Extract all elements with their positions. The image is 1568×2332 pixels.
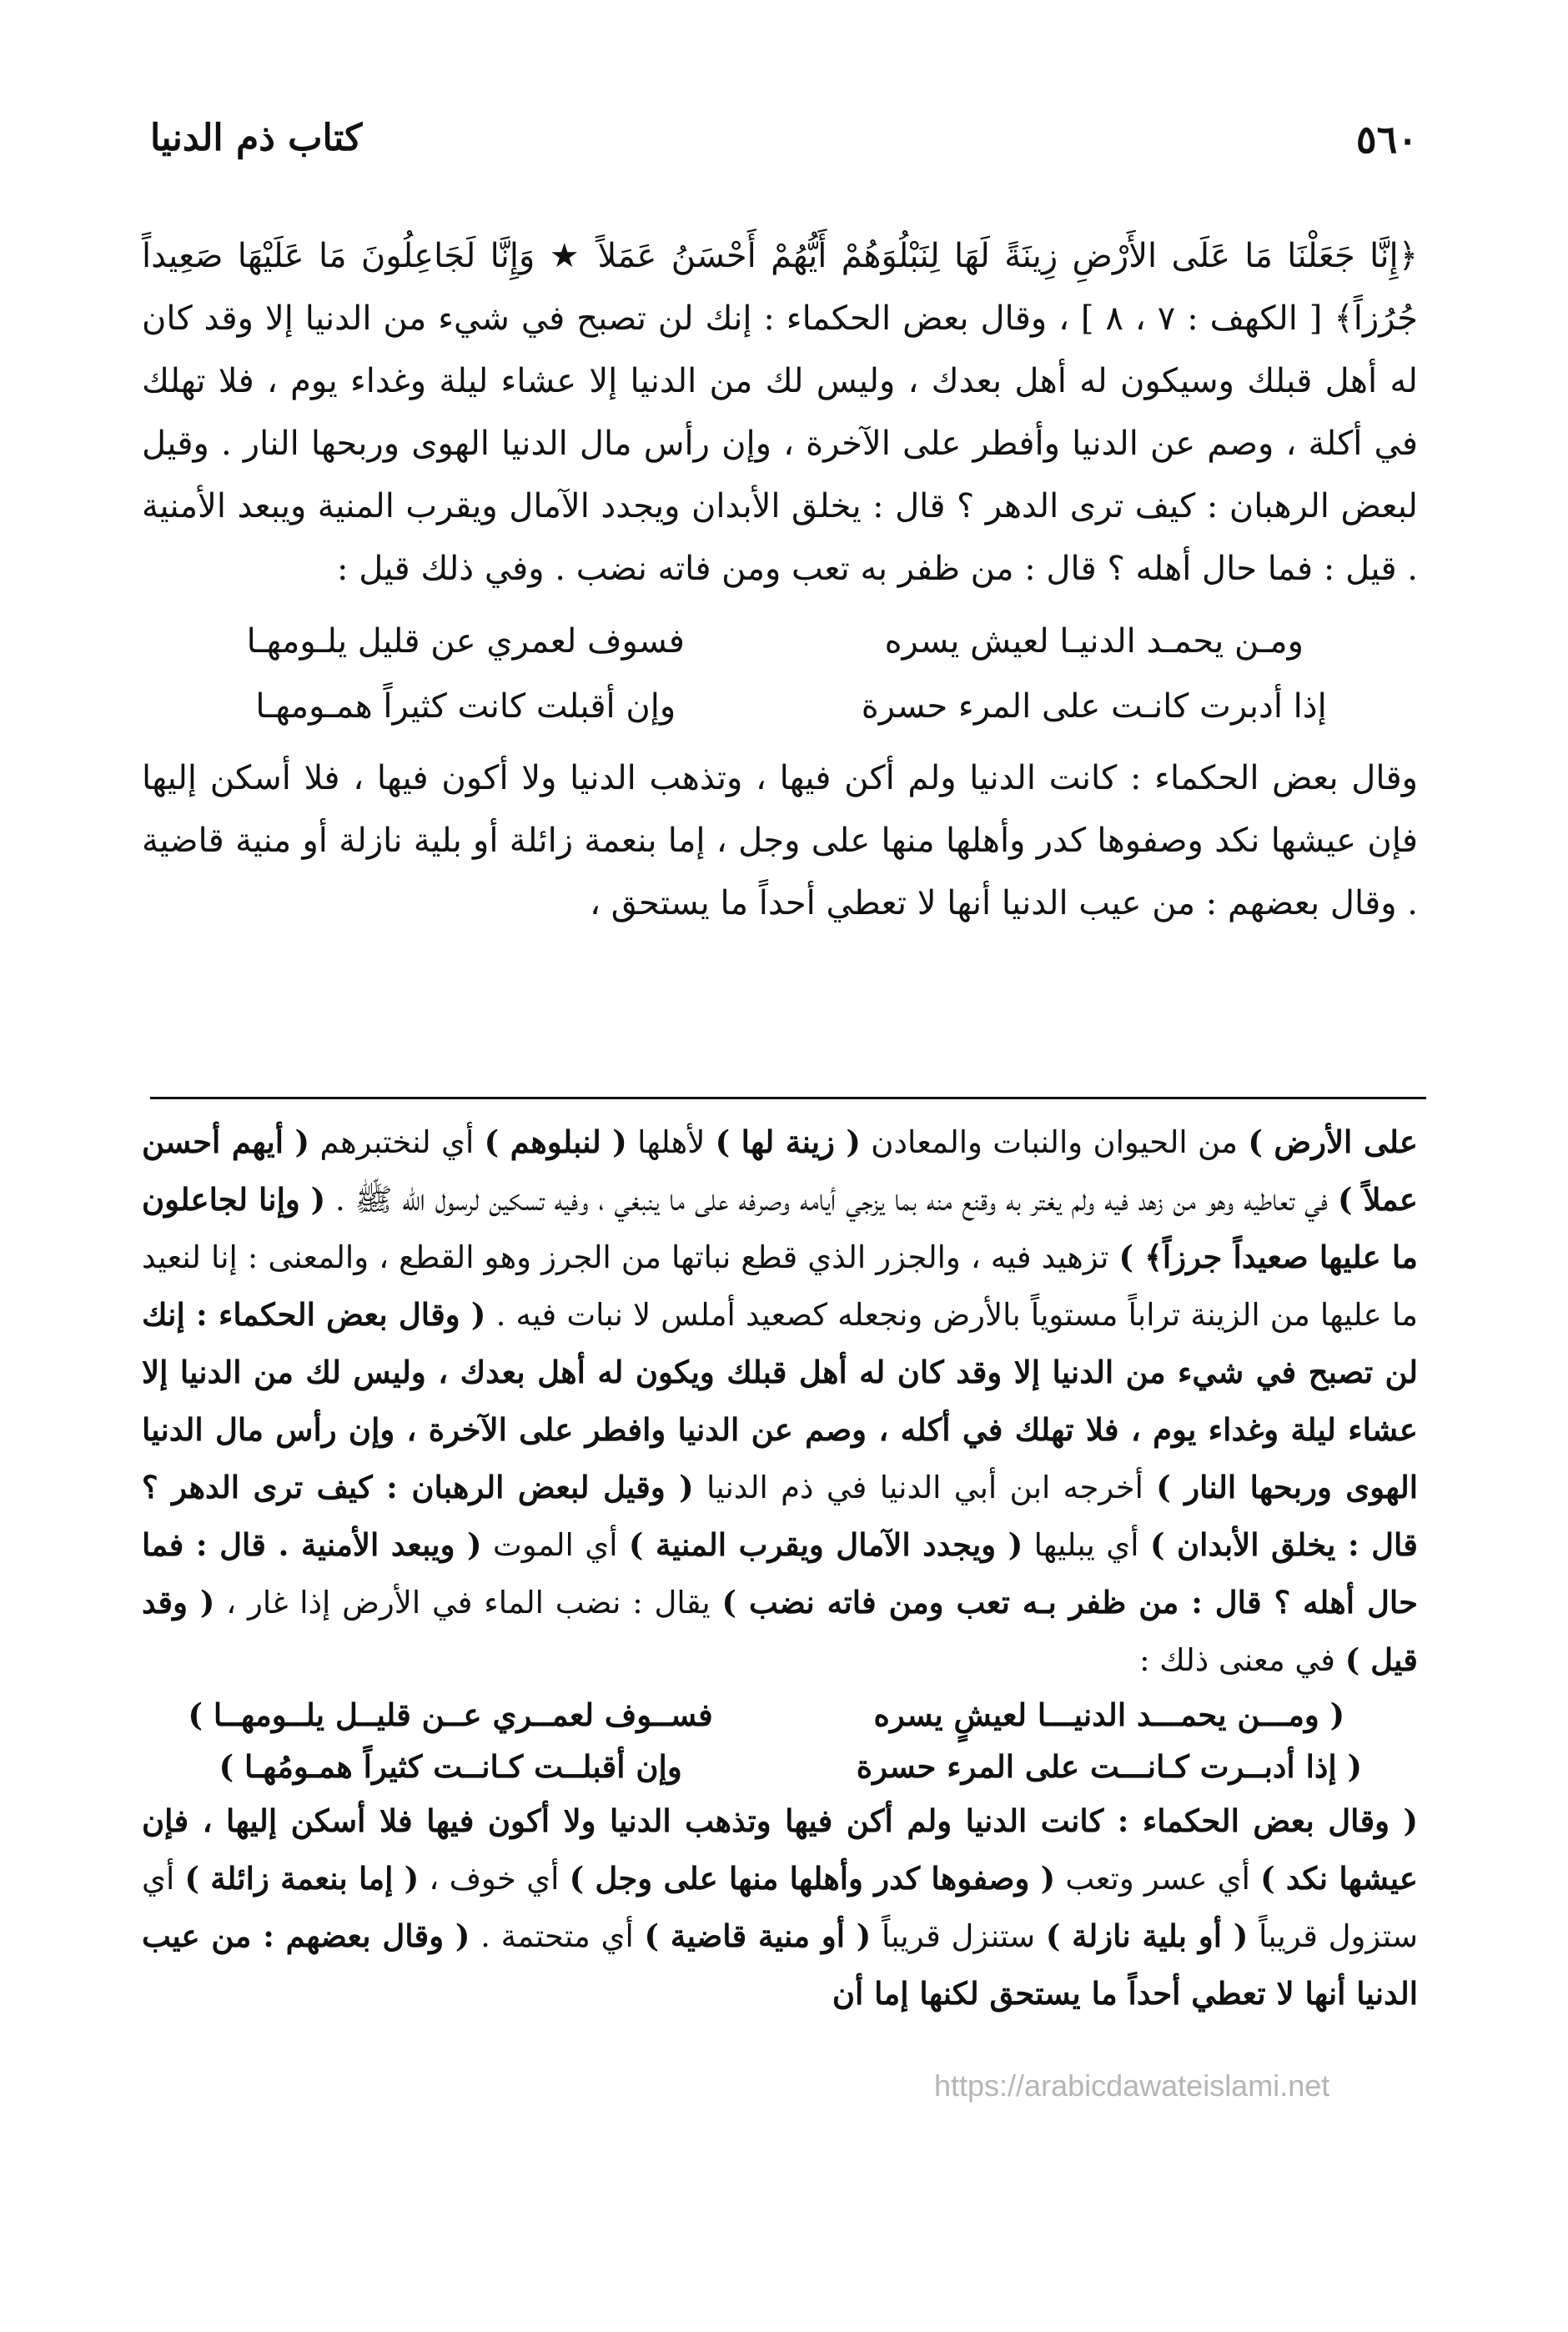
poem-line: [142, 674, 1418, 739]
commentary-poem-line: [142, 1741, 1418, 1792]
commentary-text: أي متحتمة .: [470, 1918, 645, 1954]
running-title: كتاب ذم الدنيا: [150, 117, 363, 159]
commentary-text: أخرجه ابن أبي الدنيا في ذم الدنيا: [693, 1470, 1157, 1505]
commentary-text: أي عسر وتعب: [1055, 1861, 1261, 1897]
commentary-text: أي ستزول قريباً: [142, 1861, 1418, 1954]
commentary-quote: ( زينة لها ): [715, 1123, 861, 1160]
commentary-hemistich: ( ومـــن يحمـــد الدنيـــا لعيشٍ يسره: [873, 1696, 1345, 1733]
main-paragraph-1: ﴿إِنَّا جَعَلْنَا مَا عَلَى الأَرْضِ زِينَةً لَهَا لِنَبْلُوَهُمْ أَيُّهُمْ أَحْسَنُ عَمَلاً ★ وَإِنَّا لَجَاعِلُونَ مَا عَلَيْهَا صَعِيداً جُرُزاً﴾ [ الكهف : ٧ ، ٨ ] ، وقال بعض الحكماء : إنك لن تصبح في شيء من الدنيا إلا وقد كان له أهل قبلك وسيكون له أهل بعدك ، وليس لك من الدنيا إلا عشاء ليلة وغداء يوم ، فلا تهلك في أكلة ، وصم عن الدنيا وأفطر على الآخرة ، وإن رأس مال الدنيا الهوى وربحها النار . وقيل لبعض الرهبان : كيف ترى الدهر ؟ قال : يخلق الأبدان ويجدد الآمال ويقرب المنية ويبعد الأمنية . قيل : فما حال أهله ؟ قال : من ظفر به تعب ومن فاته نضب . وفي ذلك قيل :: [142, 237, 1419, 588]
commentary-text: ستنزل قريباً: [871, 1918, 1046, 1954]
commentary-quote: ( أو منية قاضية ): [644, 1917, 872, 1954]
commentary-quote: ( أو بلية نازلة ): [1045, 1917, 1249, 1954]
commentary-quote: ( أيهم أحسن عملاً ): [142, 1123, 1418, 1218]
commentary-text: في تعاطيه وهو من زهد فيه ولم يغتر به وقنع منه بما يزجي أيامه وصرفه على ما ينبغي ، وفيه تسكين لرسول الله ﷺ .: [325, 1182, 1338, 1218]
commentary-hemistich: فســوف لعمــري عــن قليــل يلــومهــا ): [188, 1696, 713, 1733]
commentary-quote: ( ويبعد الأمنية . قال : فما حال أهله ؟ قال : من ظفر بـه تعب ومن فاته نضب ): [142, 1526, 1418, 1621]
commentary-quote: ( وقد قيل ): [142, 1584, 1418, 1678]
commentary-text: لأهلها: [626, 1124, 716, 1160]
commentary-poem-line: [142, 1689, 1418, 1741]
poem-hemistich: فسوف لعمري عن قليل يلـومهـا: [246, 622, 685, 661]
commentary-text: أي خوف ،: [419, 1861, 570, 1897]
main-paragraph-2: وقال بعض الحكماء : كانت الدنيا ولم أكن فيها ، وتذهب الدنيا ولا أكون فيها ، فلا أسكن إليها فإن عيشها نكد وصفوها كدر وأهلها منها على وجل ، إما بنعمة زائلة أو بلية نازلة أو منية قاضية . وقال بعضهم : من عيب الدنيا أنها لا تعطي أحداً ما يستحق ،: [142, 759, 1419, 922]
page-number: ٥٦٠: [1355, 117, 1418, 162]
main-poem: [142, 609, 1418, 739]
commentary-section: [142, 1113, 1418, 2023]
watermark-url: https://arabicdawateislami.net: [934, 2068, 1330, 2103]
poem-hemistich: وإن أقبلت كانت كثيراً همـومهـا: [255, 687, 676, 726]
poem-hemistich: ومـن يحمـد الدنيـا لعيش يسره: [884, 622, 1304, 661]
commentary-quote: ( ويجدد الآمال ويقرب المنية ): [628, 1526, 1023, 1563]
commentary-quote: ( وصفوها كدر وأهلها منها على وجل ): [569, 1860, 1056, 1897]
commentary-quote: ( وإنا لجاعلون ما عليها صعيداً جرزاً﴾ ): [142, 1181, 1418, 1275]
commentary-quote: ( وقال بعض الحكماء : كانت الدنيا ولم أكن فيها وتذهب الدنيا ولا أكون فيها فلا أسكن إليها ، فإن عيشها نكد ): [142, 1802, 1418, 1897]
commentary-text: تزهيد فيه ، والجزر الذي قطع نباتها من الجرز وهو القطع ، والمعنى : إنا لنعيد ما عليها من الزينة تراباً مستوياً بالأرض ونجعله كصعيد أملس لا نبات فيه .: [142, 1239, 1418, 1333]
commentary-text: أي يبليها: [1023, 1527, 1150, 1563]
main-text: [142, 225, 1418, 935]
commentary-paragraph-1: [142, 1113, 1418, 1689]
commentary-text: أي لنختبرهم: [309, 1124, 485, 1160]
commentary-quote: ( إما بنعمة زائلة ): [184, 1860, 420, 1897]
commentary-quote: ( وقال بعضهم : من عيب الدنيا أنها لا تعطي أحداً ما يستحق لكنها إما أن: [142, 1917, 1418, 2012]
commentary-quote: ( وقيل لبعض الرهبان : كيف ترى الدهر ؟ قال : يخلق الأبدان ): [142, 1469, 1418, 1563]
commentary-text: في معنى ذلك :: [1139, 1642, 1345, 1678]
commentary-quote: ( لنبلوهم ): [484, 1123, 627, 1160]
poem-hemistich: إذا أدبرت كانـت على المرء حسرة: [861, 687, 1327, 726]
footnote-divider: [150, 1097, 1426, 1099]
commentary-quote: ( وقال بعض الحكماء : إنك لن تصبح في شيء من الدنيا إلا وقد كان له أهل قبلك ويكون له أهل بعدك ، وليس لك من الدنيا إلا عشاء ليلة وغداء يوم ، فلا تهلك في أكله ، وصم عن الدنيا وافطر على الآخرة ، وإن رأس مال الدنيا الهوى وربحها النار ): [142, 1296, 1418, 1505]
poem-line: [142, 609, 1418, 674]
commentary-hemistich: ( إذا أدبــرت كـانـــت على المرء حسرة: [856, 1748, 1362, 1785]
commentary-text: يقال : نضب الماء في الأرض إذا غار ،: [214, 1585, 722, 1621]
commentary-paragraph-2: [142, 1792, 1418, 2023]
commentary-text: أي الموت: [481, 1527, 629, 1563]
commentary-quote: على الأرض ): [1248, 1123, 1418, 1160]
commentary-text: من الحيوان والنبات والمعادن: [860, 1124, 1249, 1160]
commentary-hemistich: وإن أقبلــت كـانــت كثيراً همـومُهـا ): [219, 1748, 682, 1785]
page-header: [150, 117, 1418, 183]
